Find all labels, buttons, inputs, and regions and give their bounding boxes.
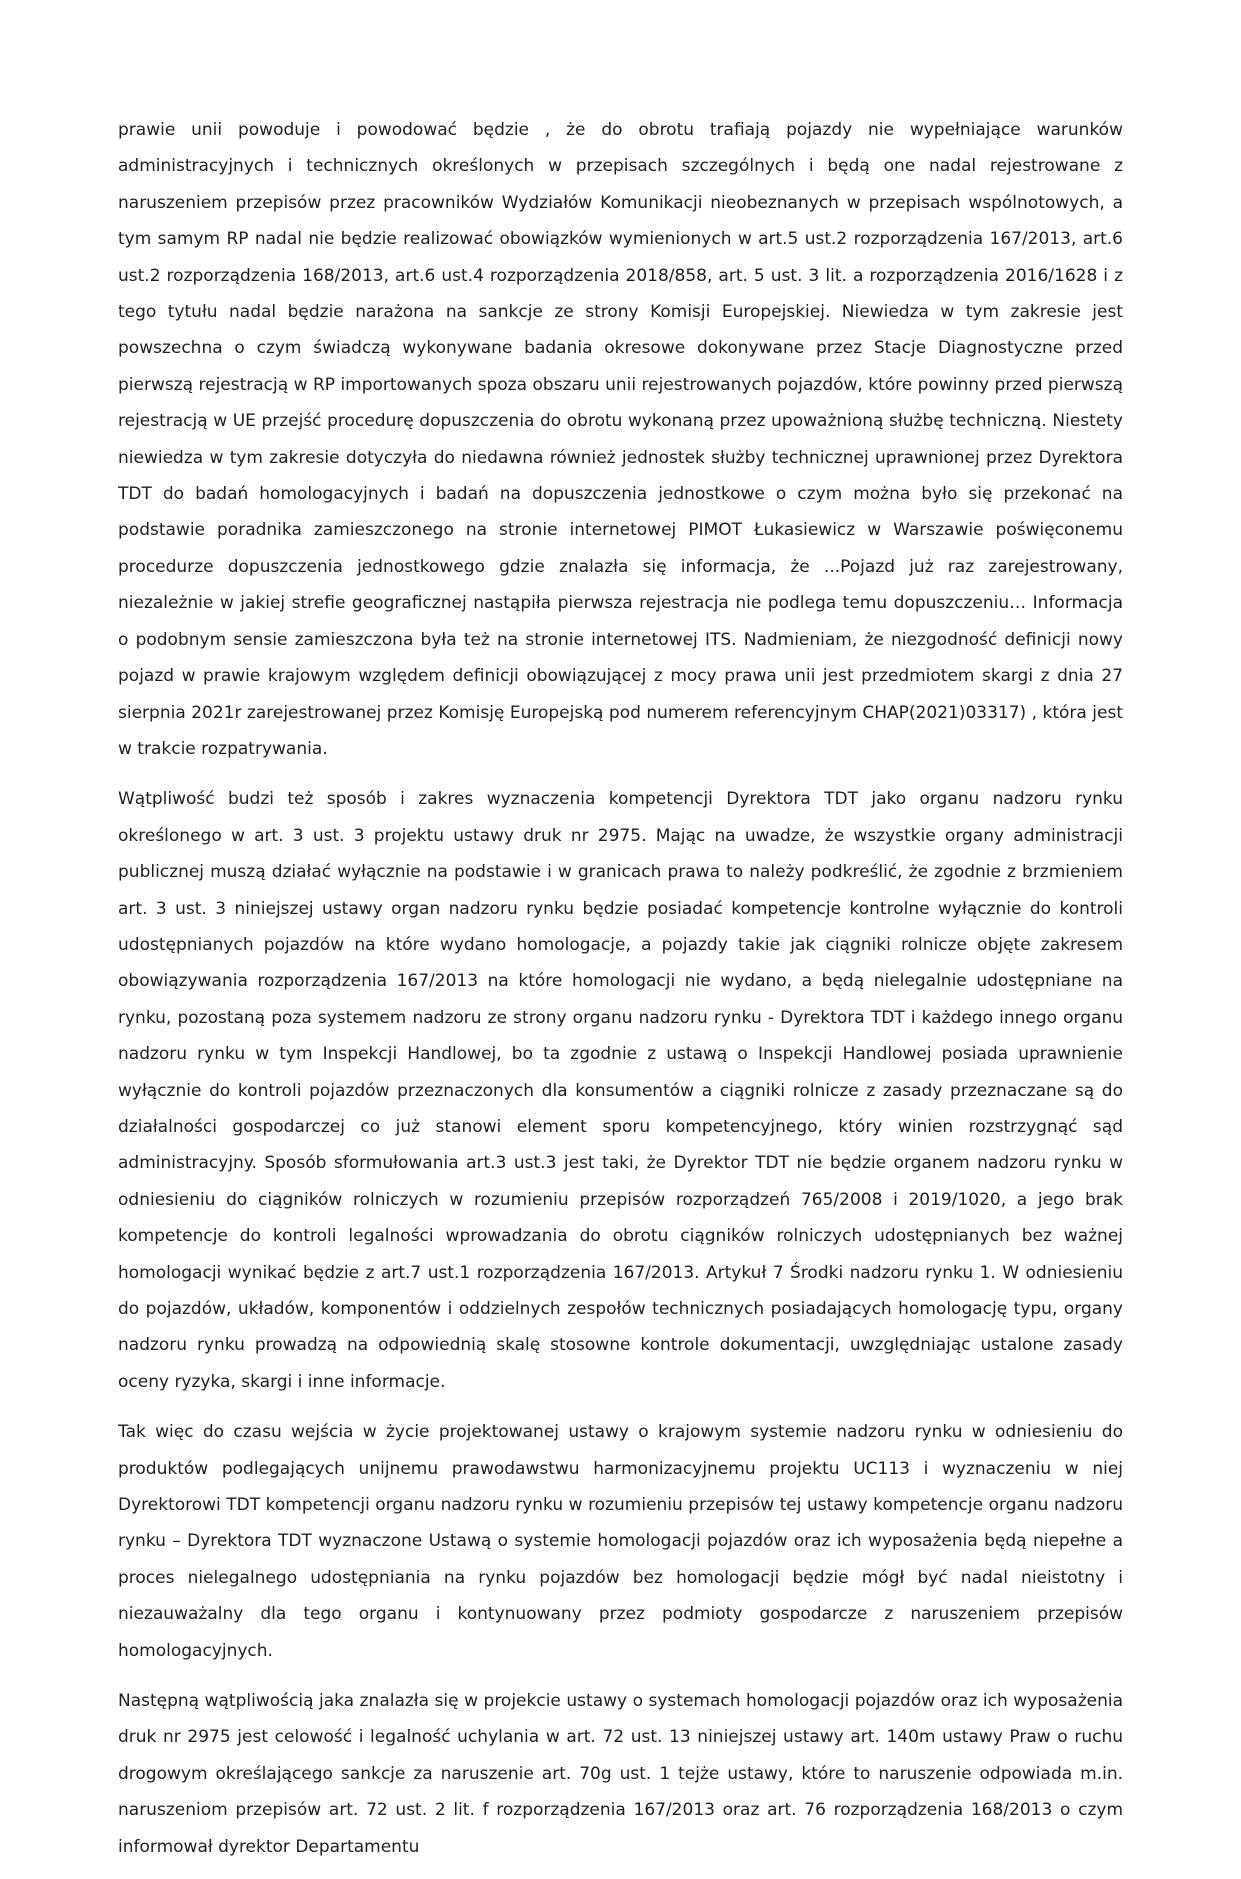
paragraph-3: Tak więc do czasu wejścia w życie projektowanej ustawy o krajowym systemie nadzoru rynku w odniesieniu do produktów podlegających unijnemu prawodawstwu harmonizacyjnemu projektu UC113 i wyznaczeniu w niej Dyrektorowi TDT kompetencji organu nadzoru rynku w rozumieniu przepisów tej ustawy kompetencje organu nadzoru rynku – Dyrektora TDT wyznaczone Ustawą o systemie homologacji pojazdów oraz ich wyposażenia będą niepełne a proces nielegalnego udostępniania na rynku pojazdów bez homologacji będzie mógł być nadal nieistotny i niezauważalny dla tego organu i kontynuowany przez podmioty gospodarcze z naruszeniem przepisów homologacyjnych. [118,1422,1123,1661]
paragraph-4: Następną wątpliwością jaka znalazła się w projekcie ustawy o systemach homologacji pojazdów oraz ich wyposażenia druk nr 2975 jest celowość i legalność uchylania w art. 72 ust. 13 niniejszej ustawy art. 140m ustawy Praw o ruchu drogowym określającego sankcje za naruszenie art. 70g ust. 1 tejże ustawy, które to naruszenie odpowiada m.in. naruszeniom przepisów art. 72 ust. 2 lit. f rozporządzenia 167/2013 oraz art. 76 rozporządzenia 168/2013 o czym informował dyrektor Departamentu [118,1691,1123,1857]
paragraph-1: prawie unii powoduje i powodować będzie , że do obrotu trafiają pojazdy nie wypełniające warunków administracyjnych i technicznych określonych w przepisach szczególnych i będą one nadal rejestrowane z naruszeniem przepisów przez pracowników Wydziałów Komunikacji nieobeznanych w przepisach wspólnotowych, a tym samym RP nadal nie będzie realizować obowiązków wymienionych w art.5 ust.2 rozporządzenia 167/2013, art.6 ust.2 rozporządzenia 168/2013, art.6 ust.4 rozporządzenia 2018/858, art. 5 ust. 3 lit. a rozporządzenia 2016/1628 i z tego tytułu nadal będzie narażona na sankcje ze strony Komisji Europejskiej. Niewiedza w tym zakresie jest powszechna o czym świadczą wykonywane badania okresowe dokonywane przez Stacje Diagnostyczne przed pierwszą rejestracją w RP importowanych spoza obszaru unii rejestrowanych pojazdów, które powinny przed pierwszą rejestracją w UE przejść procedurę dopuszczenia do obrotu wykonaną przez upoważnioną służbę techniczną. Niestety niewiedza w tym zakresie dotyczyła do niedawna również jednostek służby technicznej uprawnionej przez Dyrektora TDT do badań homologacyjnych i badań na dopuszczenia jednostkowe o czym można było się przekonać na podstawie poradnika zamieszczonego na stronie internetowej PIMOT Łukasiewicz w Warszawie poświęconemu procedurze dopuszczenia jednostkowego gdzie znalazła się informacja, że ...Pojazd już raz zarejestrowany, niezależnie w jakiej strefie geograficznej nastąpiła pierwsza rejestracja nie podlega temu dopuszczeniu… Informacja o podobnym sensie zamieszczona była też na stronie internetowej ITS. Nadmieniam, że niezgodność definicji nowy pojazd w prawie krajowym względem definicji obowiązującej z mocy prawa unii jest przedmiotem skargi z dnia 27 sierpnia 2021r zarejestrowanej przez Komisję Europejską pod numerem referencyjnym CHAP(2021)03317) , która jest w trakcie rozpatrywania. [118,120,1123,759]
document-page [118,112,1123,1879]
paragraph-2: Wątpliwość budzi też sposób i zakres wyznaczenia kompetencji Dyrektora TDT jako organu nadzoru rynku określonego w art. 3 ust. 3 projektu ustawy druk nr 2975. Mając na uwadze, że wszystkie organy administracji publicznej muszą działać wyłącznie na podstawie i w granicach prawa to należy podkreślić, że zgodnie z brzmieniem art. 3 ust. 3 niniejszej ustawy organ nadzoru rynku będzie posiadać kompetencje kontrolne wyłącznie do kontroli udostępnianych pojazdów na które wydano homologacje, a pojazdy takie jak ciągniki rolnicze objęte zakresem obowiązywania rozporządzenia 167/2013 na które homologacji nie wydano, a będą nielegalnie udostępniane na rynku, pozostaną poza systemem nadzoru ze strony organu nadzoru rynku - Dyrektora TDT i każdego innego organu nadzoru rynku w tym Inspekcji Handlowej, bo ta zgodnie z ustawą o Inspekcji Handlowej posiada uprawnienie wyłącznie do kontroli pojazdów przeznaczonych dla konsumentów a ciągniki rolnicze z zasady przeznaczane są do działalności gospodarczej co już stanowi element sporu kompetencyjnego, który winien rozstrzygnąć sąd administracyjny. Sposób sformułowania art.3 ust.3 jest taki, że Dyrektor TDT nie będzie organem nadzoru rynku w odniesieniu do ciągników rolniczych w rozumieniu przepisów rozporządzeń 765/2008 i 2019/1020, a jego brak kompetencje do kontroli legalności wprowadzania do obrotu ciągników rolniczych udostępnianych bez ważnej homologacji wynikać będzie z art.7 ust.1 rozporządzenia 167/2013. Artykuł 7 Środki nadzoru rynku 1. W odniesieniu do pojazdów, układów, komponentów i oddzielnych zespołów technicznych posiadających homologację typu, organy nadzoru rynku prowadzą na odpowiednią skalę stosowne kontrole dokumentacji, uwzględniając ustalone zasady oceny ryzyka, skargi i inne informacje. [118,789,1123,1392]
